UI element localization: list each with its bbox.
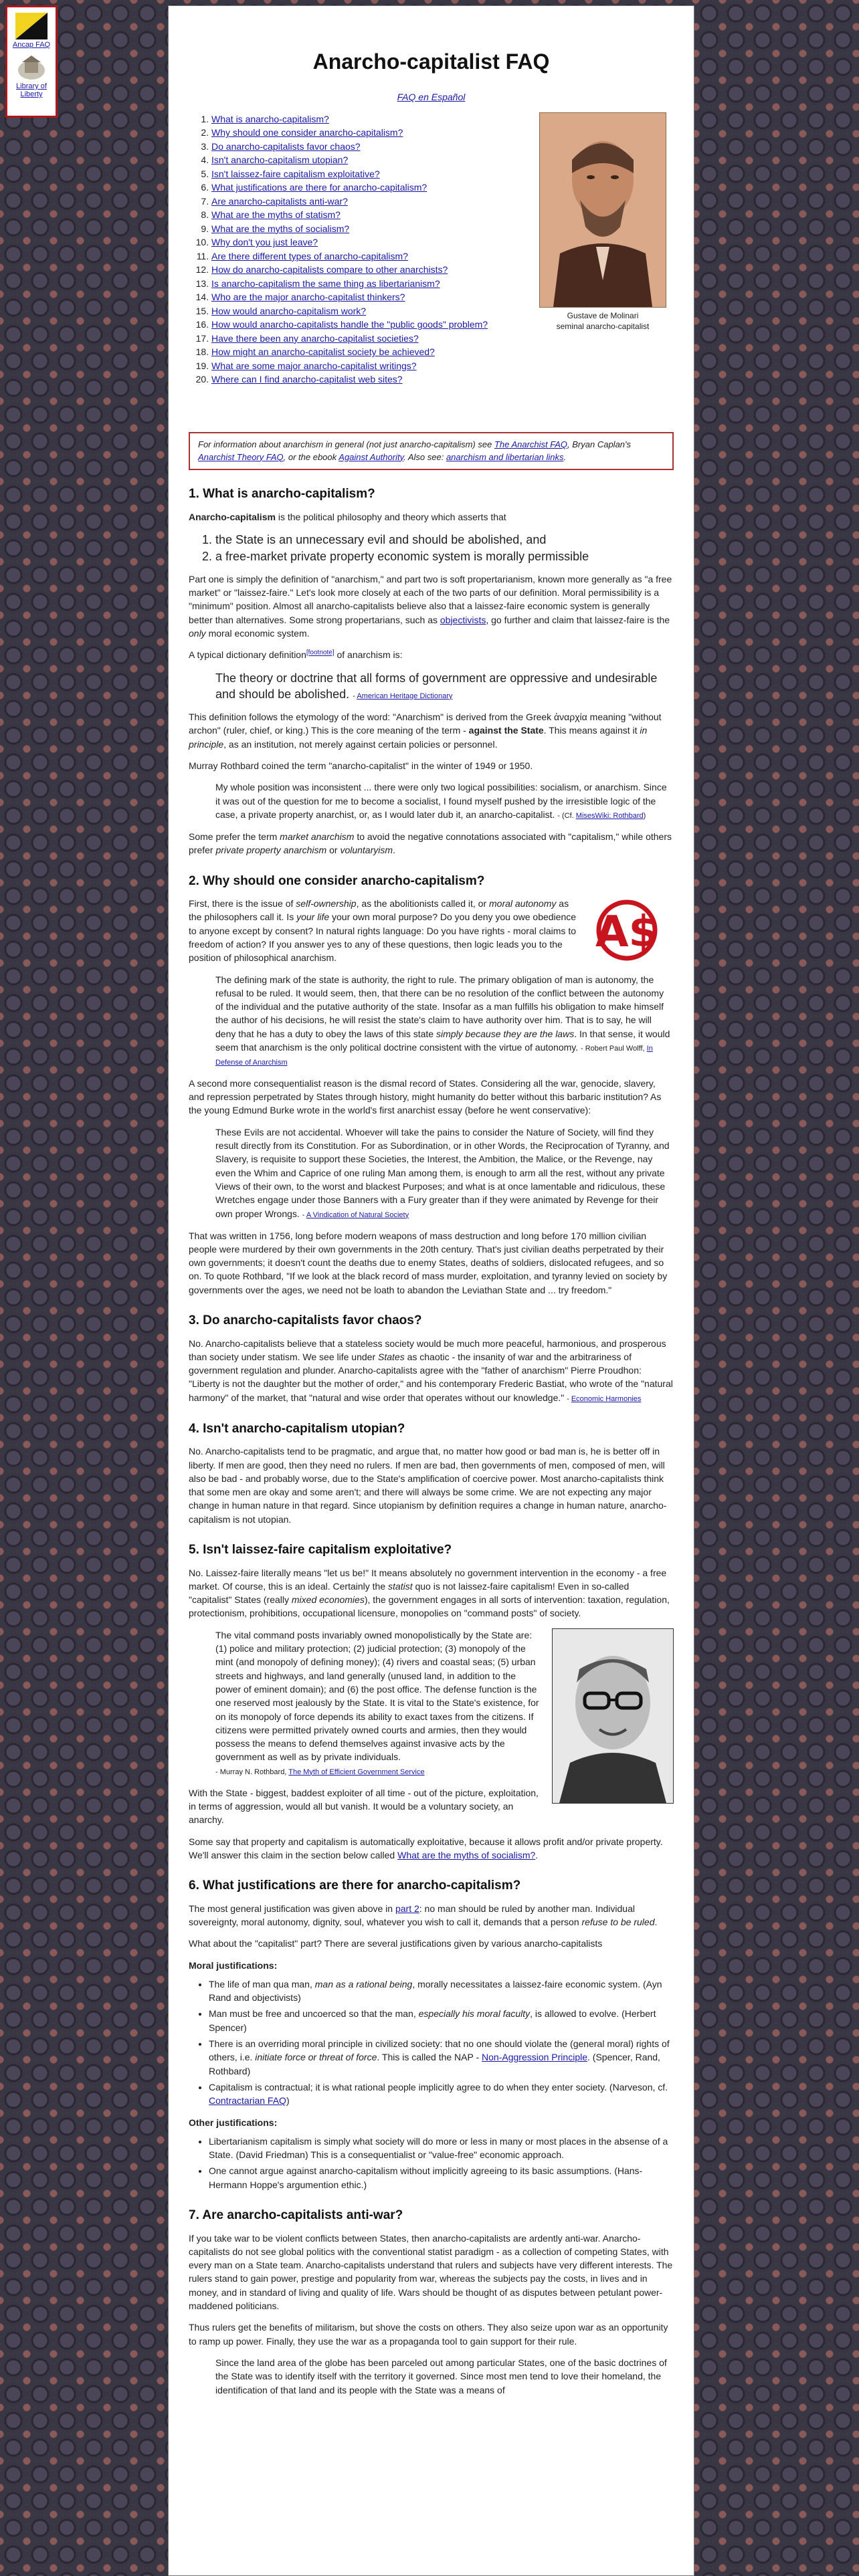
link-anarchist-theory-faq[interactable]: Anarchist Theory FAQ bbox=[198, 451, 284, 462]
sidebar-link-library[interactable] bbox=[10, 54, 53, 98]
text: or bbox=[326, 845, 341, 856]
text-em: self-ownership bbox=[296, 898, 357, 909]
text-em: voluntaryism bbox=[340, 845, 393, 856]
text: - Murray N. Rothbard, bbox=[215, 1767, 289, 1776]
other-justifications-list bbox=[189, 2135, 674, 2191]
toc-item bbox=[211, 222, 499, 236]
text: ), the government engages in all sorts of intervention: taxation, regulation, protectionism, prohibitions, occupational licensure, monopolies on "command posts" of society. bbox=[189, 1594, 670, 1619]
text: (Cf. bbox=[562, 811, 576, 820]
toc-item bbox=[211, 345, 499, 359]
toc-link[interactable]: What is anarcho-capitalism? bbox=[211, 113, 329, 124]
text-em: private property anarchism bbox=[215, 845, 327, 856]
paragraph bbox=[189, 1835, 674, 1862]
text: No. Anarcho-capitalists believe that a stateless society would be much more peaceful, harmonious, and prosperous than society under statism. We see life under bbox=[189, 1337, 666, 1362]
text: Some say that property and capitalism is automatically exploitative, because it allows profit and/or private property. We'll answer this claim in the section below called bbox=[189, 1836, 663, 1860]
blockquote: Since the land area of the globe has been parceled out among particular States, one of the basic doctrines of the State was to identify itself with the territory it governed. Since most men tend to love their homeland, the identification of that land and its people with the State was a means of bbox=[215, 2357, 667, 2395]
info-text: . bbox=[563, 451, 567, 462]
text: ) bbox=[643, 811, 646, 820]
link-anarchism-links[interactable]: anarchism and libertarian links bbox=[446, 451, 564, 462]
moral-justifications-list bbox=[189, 1977, 674, 2108]
subheading-moral: Moral justifications: bbox=[189, 1959, 278, 1971]
portrait-caption-desc: seminal anarcho-capitalist bbox=[556, 321, 650, 331]
link-contractarian-faq[interactable]: Contractarian FAQ bbox=[209, 2095, 286, 2107]
definition-list bbox=[189, 532, 674, 564]
list-item: • Libertarianism capitalism is simply what society will do more or less in many or most places in the absense of a State. (David Friedman) This is a consequentialist or "value-free" economic approach. bbox=[209, 2135, 674, 2162]
link-objectivists[interactable]: objectivists bbox=[440, 614, 486, 625]
quote-source-link[interactable]: A Vindication of Natural Society bbox=[306, 1210, 409, 1219]
text: The life of man qua man, bbox=[209, 1978, 315, 1990]
section-heading-4: 4. Isn't anarcho-capitalism utopian? bbox=[189, 1421, 405, 1436]
text-em: States bbox=[378, 1351, 405, 1362]
toc-item bbox=[211, 208, 499, 222]
text: as the philosophers call it. Is bbox=[189, 898, 569, 923]
link-myths-of-socialism[interactable]: What are the myths of socialism? bbox=[397, 1849, 536, 1860]
list-item: 2. a free-market private property economic system is morally permissible bbox=[215, 548, 674, 564]
molinari-portrait bbox=[539, 112, 666, 308]
toc-item bbox=[211, 195, 499, 209]
toc-item bbox=[211, 263, 499, 277]
espanol-link-wrap bbox=[189, 90, 674, 104]
quote-source-link[interactable]: In Defense of Anarchism bbox=[215, 1045, 653, 1067]
text: Man must be free and uncoerced so that the man, bbox=[209, 2008, 419, 2020]
paragraph bbox=[189, 510, 674, 524]
quote-text: These Evils are not accidental. Whoever will take the pains to consider the Nature of Society, will find they result directly from its Constitution. For as Subordination, or in other Words, the Reciprocation of Tyranny, and Slavery, is requisite to support these Societies, the Interest, the Ambition, the Malice, or the Revenge, nay even the Whim and Caprice of one ruling Man among them, is enough to arm all the rest, without any private Views of their own, to the worst and blackest Purposes; and what is at once lamentable and ridiculous, these Wretches engage under those Banners with a Fury greater than if they were animated by Revenge for their own proper Wrongs. bbox=[215, 1126, 670, 1219]
text: . bbox=[654, 1916, 658, 1927]
toc-link[interactable]: How might an anarcho-capitalist society be achieved? bbox=[211, 346, 435, 358]
info-text: , or the ebook bbox=[283, 451, 339, 462]
toc-item bbox=[211, 167, 499, 181]
paragraph bbox=[189, 830, 674, 857]
sidebar-item-label: Library of Liberty bbox=[16, 82, 47, 98]
paragraph bbox=[189, 1566, 674, 1620]
text-em: initiate force or threat of force bbox=[255, 2052, 377, 2063]
toc-link[interactable]: Why don't you just leave? bbox=[211, 237, 318, 248]
section-heading-5: 5. Isn't laissez-faire capitalism exploitative? bbox=[189, 1542, 452, 1557]
text: . This means against it bbox=[543, 725, 640, 736]
info-text: . Also see: bbox=[403, 451, 446, 462]
toc-section bbox=[189, 112, 674, 425]
text-bold: against the State bbox=[468, 725, 544, 736]
toc-item bbox=[211, 249, 499, 263]
paragraph: That was written in 1756, long before modern weapons of mass destruction and long before 170 million civilian people were murdered by their own governments in the 20th century. That's just civilian deaths perpetrated by their own governments; it doesn't count the deaths due to enemy States, deaths of soldiers, dislocated refugees, and so on. To quote Rothbard, "If we look at the black record of mass murder, exploitation, and tyranny levied on society by governments over the ages, we need not be loath to abandon the Leviathan State and ... try freedom." bbox=[189, 1230, 668, 1295]
text: The most general justification was given above in bbox=[189, 1903, 395, 1914]
paragraph: No. Anarcho-capitalists believe that a stateless society would be much more peaceful, harmonious, and prosperous than society under statism. We see life under States as chaotic - the insanity of war and the arbitrariness of government regulation and plunder. Anarcho-capitalists agree with the "father of anarchism" Pierre Proudhon: "Liberty is not the daughter but the mother of order," and his contemporary Frederic Bastiat, who wrote of the "natural harmony" of the market, that "natural and wise order that operates without our knowledge." - Economic Harmonies bbox=[189, 1337, 673, 1403]
list-item bbox=[209, 2080, 674, 2108]
toc-item bbox=[211, 332, 499, 346]
paragraph: What about the "capitalist" part? There are several justifications given by various anarcho-capitalists bbox=[189, 1938, 603, 1949]
text: . bbox=[535, 1849, 539, 1860]
toc-item bbox=[211, 235, 499, 249]
toc-link[interactable]: What are the myths of socialism? bbox=[211, 223, 350, 234]
toc-link[interactable]: Have there been any anarcho-capitalist societies? bbox=[211, 332, 419, 344]
list-item bbox=[209, 1977, 674, 2005]
list-item bbox=[209, 2007, 674, 2034]
link-anarchist-faq[interactable]: The Anarchist FAQ bbox=[494, 439, 568, 449]
toc-link[interactable]: How would anarcho-capitalism work? bbox=[211, 305, 367, 316]
blockquote: The theory or doctrine that all forms of government are oppressive and undesirable and should be abolished. - American Heritage Dictionary bbox=[215, 671, 658, 701]
toc-item bbox=[211, 140, 499, 154]
toc-link[interactable]: Why should one consider anarcho-capitalism? bbox=[211, 127, 403, 138]
toc-link[interactable]: How would anarcho-capitalists handle the "public goods" problem? bbox=[211, 319, 488, 330]
text: quo is not laissez-faire capitalism! Even in so-called "capitalist" States (really bbox=[189, 1580, 630, 1606]
text-em: mixed economies bbox=[291, 1594, 365, 1606]
toc-link[interactable]: How do anarcho-capitalists compare to other anarchists? bbox=[211, 264, 448, 276]
toc-link[interactable]: Who are the major anarcho-capitalist thinkers? bbox=[211, 292, 405, 303]
text: to avoid the negative connotations associated with "capitalism," while others prefer bbox=[189, 831, 672, 856]
text: . This is called the NAP - bbox=[377, 2052, 482, 2063]
espanol-link[interactable]: FAQ en Español bbox=[397, 92, 466, 103]
paragraph: A second more consequentialist reason is the dismal record of States. Considering all the war, genocide, slavery, and repression perpetrated by States through history, might humanity do better without this barbaric institution? As the young Edmund Burke wrote in the world's first anarchist essay (before he went conservative): bbox=[189, 1077, 662, 1116]
paragraph: No. Anarcho-capitalists tend to be pragmatic, and argue that, no matter how good or bad man is, he is better off in liberty. If men are good, then they need no rulers. If men are bad, then governments of men, composed of men, will also be bad - and probably worse, due to the State's amplification of coercive power. Most anarcho-capitalists think that some men are okay and some aren't; and there will always be some crime. We are not expecting any major change in human nature in that regard. Since utopianism by definition requires a change in human nature, anarcho-capitalism is not utopian. bbox=[189, 1446, 667, 1525]
text-em: especially his moral faculty bbox=[418, 2008, 531, 2020]
paragraph bbox=[189, 710, 674, 751]
footnote-link[interactable]: [footnote] bbox=[306, 649, 335, 657]
text-em: your life bbox=[296, 911, 330, 923]
blockquote: My whole position was inconsistent ... there were only two logical possibilities: socialism, or anarchism. Since it was out of the question for me to become a socialist, I found myself pushed by the irresistible logic of the case, a private property anarchist, or, as I would later dub it, an anarcho-capitalist. - (Cf. MisesWiki: Rothbard) bbox=[215, 782, 667, 820]
toc-link[interactable]: What are some major anarcho-capitalist writings? bbox=[211, 360, 417, 371]
text: , morally necessitates a laissez-faire economic system. (Ayn Rand and objectivists) bbox=[209, 1978, 662, 2004]
quote-source-link[interactable]: Economic Harmonies bbox=[571, 1394, 642, 1403]
table-of-contents bbox=[189, 112, 499, 387]
toc-item bbox=[211, 112, 499, 126]
list-item: 1. the State is an unnecessary evil and should be abolished, and bbox=[215, 532, 674, 548]
toc-item bbox=[211, 290, 499, 304]
text-em: simply because they are the laws bbox=[436, 1028, 575, 1039]
text: . bbox=[393, 845, 395, 856]
section-heading-7: 7. Are anarcho-capitalists anti-war? bbox=[189, 2208, 403, 2222]
quote-source-link[interactable]: The Myth of Efficient Government Service bbox=[288, 1767, 425, 1776]
toc-link[interactable]: Isn't anarcho-capitalism utopian? bbox=[211, 154, 349, 166]
toc-link[interactable]: What are the myths of statism? bbox=[211, 209, 341, 221]
text: , is allowed to evolve. (Herbert Spencer) bbox=[209, 2008, 656, 2033]
text: Part one is simply the definition of "anarchism," and part two is soft propertarianism, known more generally as "a free market" or "laissez-faire." Let's look more closely at each of the two parts of our definition. Moral permissibility is a "minimum" position. Almost all anarcho-capitalists believe also that a laissez-faire economic system is generally better than alternatives. Some strong propertarians, such as bbox=[189, 573, 672, 625]
text: : no man should be ruled by another man. Individual sovereignty, moral autonomy, dignity, soul, whatever you wish to call it, demands that a person bbox=[189, 1903, 635, 1927]
quote-text: . In that sense, it would seem that anarchism is the only political doctrine consistent with the virtue of autonomy. bbox=[215, 1028, 670, 1053]
text: First, there is the issue of bbox=[189, 898, 296, 909]
section-heading-2: 2. Why should one consider anarcho-capitalism? bbox=[189, 873, 485, 888]
quote-source-link[interactable]: American Heritage Dictionary bbox=[357, 691, 453, 700]
quote-text: The defining mark of the state is authority, the right to rule. The primary obligation of man is autonomy, the refusal to be ruled. It would seem, then, that there can be no resolution of the conflict between the autonomy of the individual and the putative authority of the state. Insofar as a man fulfills his obligation to make himself the author of his decisions, he will resist the state's claim to have authority over him. That is to say, he will deny that he has a duty to obey the laws of this state bbox=[215, 974, 664, 1039]
section-heading-1: 1. What is anarcho-capitalism? bbox=[189, 487, 375, 502]
text: ) bbox=[286, 2095, 290, 2107]
paragraph: Thus rulers get the benefits of militarism, but shove the costs on others. They also seize upon war as an opportunity to ramp up power. Finally, they use the war as a propaganda tool to gain support for their rule. bbox=[189, 2322, 668, 2347]
toc-item bbox=[211, 153, 499, 167]
text: , as an institution, not merely against certain policies or personnel. bbox=[223, 738, 498, 750]
ancap-flag-icon bbox=[15, 13, 47, 39]
sidebar-link-ancap-faq[interactable] bbox=[10, 13, 53, 49]
text-em: refuse to be ruled bbox=[581, 1916, 655, 1927]
text: of anarchism is: bbox=[334, 649, 403, 661]
toc-item bbox=[211, 359, 499, 373]
quote-text: My whole position was inconsistent ... there were only two logical possibilities: socialism, or anarchism. Since it was out of the question for me to become a socialist, I found myself pushed by the irresistible logic of the case, a private property anarchist, or, as I would later dub it, an anarcho-capitalist. bbox=[215, 782, 667, 820]
sidebar-item-label: Ancap FAQ bbox=[12, 41, 51, 49]
info-text: , Bryan Caplan's bbox=[567, 439, 632, 449]
list-item bbox=[209, 2037, 674, 2078]
toc-link[interactable]: Are there different types of anarcho-capitalism? bbox=[211, 250, 408, 261]
anarcho-capitalism-logo-icon bbox=[587, 897, 667, 964]
text: moral economic system. bbox=[205, 628, 310, 639]
paragraph bbox=[189, 1902, 674, 1929]
page-title: Anarcho-capitalist FAQ bbox=[312, 49, 550, 74]
section-heading-6: 6. What justifications are there for anarcho-capitalism? bbox=[189, 1879, 521, 1893]
toc-link[interactable]: Do anarcho-capitalists favor chaos? bbox=[211, 140, 361, 152]
portrait-caption-name: Gustave de Molinari bbox=[567, 310, 639, 320]
toc-link[interactable]: What justifications are there for anarcho-capitalism? bbox=[211, 182, 427, 193]
paragraph: Murray Rothbard coined the term "anarcho-capitalist" in the winter of 1949 or 1950. bbox=[189, 760, 533, 772]
info-text: For information about anarchism in general (not just anarcho-capitalism) see bbox=[198, 439, 494, 449]
paragraph: With the State - biggest, baddest exploiter of all time - out of the picture, exploitation, in terms of aggression, would all but vanish. It would be a voluntary society, an anarchy. bbox=[189, 1787, 539, 1826]
link-nap[interactable]: Non-Aggression Principle bbox=[482, 2052, 587, 2063]
text-em: statist bbox=[388, 1580, 413, 1592]
paragraph bbox=[189, 572, 674, 640]
toc-link[interactable]: Where can I find anarcho-capitalist web sites? bbox=[211, 374, 403, 385]
portrait-figure bbox=[536, 112, 670, 332]
sidebar bbox=[5, 5, 58, 118]
list-item: • One cannot argue against anarcho-capitalism without implicitly agreeing to its basic assumptions. (Hans-Hermann Hoppe's argumention ethic.) bbox=[209, 2164, 674, 2191]
toc-link[interactable]: Are anarcho-capitalists anti-war? bbox=[211, 195, 348, 207]
toc-item bbox=[211, 277, 499, 291]
toc-item bbox=[211, 318, 499, 332]
blockquote: These Evils are not accidental. Whoever will take the pains to consider the Nature of Society, will find they result directly from its Constitution. For as Subordination, or in other Words, the Reciprocation of Tyranny, and Slavery, is requisite to support these Societies, the Interest, the Ambition, the Malice, or the Revenge, nay even the Whim and Caprice of one ruling Man among them, is enough to arm all the rest, without any private Views of their own, to the worst and blackest Purposes; and what is at once lamentable and ridiculous, these Wretches engage under those Banners with a Fury greater than if they were animated by Revenge for their own proper Wrongs. - A Vindication of Natural Society bbox=[215, 1126, 670, 1219]
toc-item bbox=[211, 304, 499, 318]
toc-item bbox=[211, 372, 499, 387]
text: is the political philosophy and theory which asserts that bbox=[275, 511, 506, 522]
text-em: in principle bbox=[189, 725, 648, 750]
text: Capitalism is contractual; it is what rational people implicitly agree to do when they enter society. (Narveson, cf. bbox=[209, 2081, 668, 2092]
text: Some prefer the term bbox=[189, 831, 280, 842]
faq-page bbox=[168, 5, 694, 2576]
library-icon bbox=[15, 54, 47, 81]
text-em: only bbox=[189, 628, 206, 639]
text: , go further and claim that laissez-faire is the bbox=[486, 614, 670, 625]
text-em: man as a rational being bbox=[314, 1978, 413, 1990]
text-em: market anarchism bbox=[280, 831, 355, 842]
toc-item bbox=[211, 181, 499, 195]
link-against-authority[interactable]: Against Authority bbox=[339, 451, 404, 462]
text: . (Spencer, Rand, Rothbard) bbox=[209, 2052, 660, 2076]
text: as chaotic - the insanity of war and the arbitrariness of government regulation and plunder. Anarcho-capitalists agree with the "father of anarchism" Pierre Proudhon: "Liberty is not the daughter but the mother of order," and his contemporary Frederic Bastiat, who wrote of the "natural harmony" of the market, that "natural and wise order that operates without our knowledge." bbox=[189, 1351, 673, 1403]
section-heading-3: 3. Do anarcho-capitalists favor chaos? bbox=[189, 1313, 422, 1327]
toc-link[interactable]: Isn't laissez-faire capitalism exploitative? bbox=[211, 168, 380, 179]
text-em: moral autonomy bbox=[489, 898, 557, 909]
paragraph: If you take war to be violent conflicts between States, then anarcho-capitalists are ardently anti-war. Anarcho-capitalists do not see global politics with the conventional statist paradigm - as a collection of competing States, with every man on a State team. Anarcho-capitalists understand that rulers and subjects have very different interests. The rulers stand to gain power, prestige and popularity from war, whereas the subjects pay the costs, in lives and in money, and in standard of living and quality of life. Wars should be thought of as disputes between petulant power-maddened politicians. bbox=[189, 2232, 673, 2312]
quote-text: The theory or doctrine that all forms of government are oppressive and undesirable and should be abolished. bbox=[215, 671, 658, 701]
rothbard-photo bbox=[552, 1628, 674, 1804]
toc-item bbox=[211, 126, 499, 140]
text: your own moral purpose? Do you deny you owe obedience to anyone except by consent? In natural rights language: Do you have rights - moral claims to freedom of action? If you answer yes to any of these questions, then logic leads you to the position of philosophical anarchism. bbox=[189, 911, 577, 964]
term-bold: Anarcho-capitalism bbox=[189, 511, 276, 522]
paragraph bbox=[189, 648, 674, 661]
info-box bbox=[189, 432, 674, 471]
logo-glyph: A$ bbox=[595, 907, 659, 958]
quote-text: The vital command posts invariably owned monopolistically by the State are: (1) police and military protection; (2) judicial protection; (3) monopoly of the mint (and monopoly of defining money); (4) rivers and coastal seas; (5) urban streets and highways, and land generally (unused land, in addition to the power of eminent domain); and (6) the post office. The defense function is the one reserved most jealously by the State. It is vital to the State's existence, for on its monopoly of force depends its ability to exact taxes from the citizens. If citizens were permitted privately owned courts and armies, then they would possess the means to defend themselves against invasive acts by the government as well as by private individuals. bbox=[215, 1629, 539, 1763]
subheading-other: Other justifications: bbox=[189, 2117, 278, 2128]
toc-link[interactable]: Is anarcho-capitalism the same thing as libertarianism? bbox=[211, 278, 440, 289]
link-part-2[interactable]: part 2 bbox=[395, 1903, 419, 1914]
text: - Robert Paul Wolff, bbox=[581, 1045, 647, 1053]
text: No. Laissez-faire literally means "let us be!" It means absolutely no government intervention in the economy - a free market. Of course, this is an ideal. Certainly the bbox=[189, 1567, 667, 1592]
text: , as the abolitionists called it, or bbox=[356, 898, 489, 909]
text: There is an overriding moral principle in civilized society: that no one should violate the (general moral) rights of others, i.e. bbox=[209, 2038, 670, 2063]
text: This definition follows the etymology of the word: "Anarchism" is derived from the Greek ἀναρχία meaning "without archon" (ruler, chief, or king.) This is the core meaning of the term - bbox=[189, 712, 662, 736]
blockquote bbox=[215, 973, 674, 1069]
quote-source-link[interactable]: MisesWiki: Rothbard bbox=[575, 811, 644, 820]
text: A typical dictionary definition bbox=[189, 649, 306, 661]
